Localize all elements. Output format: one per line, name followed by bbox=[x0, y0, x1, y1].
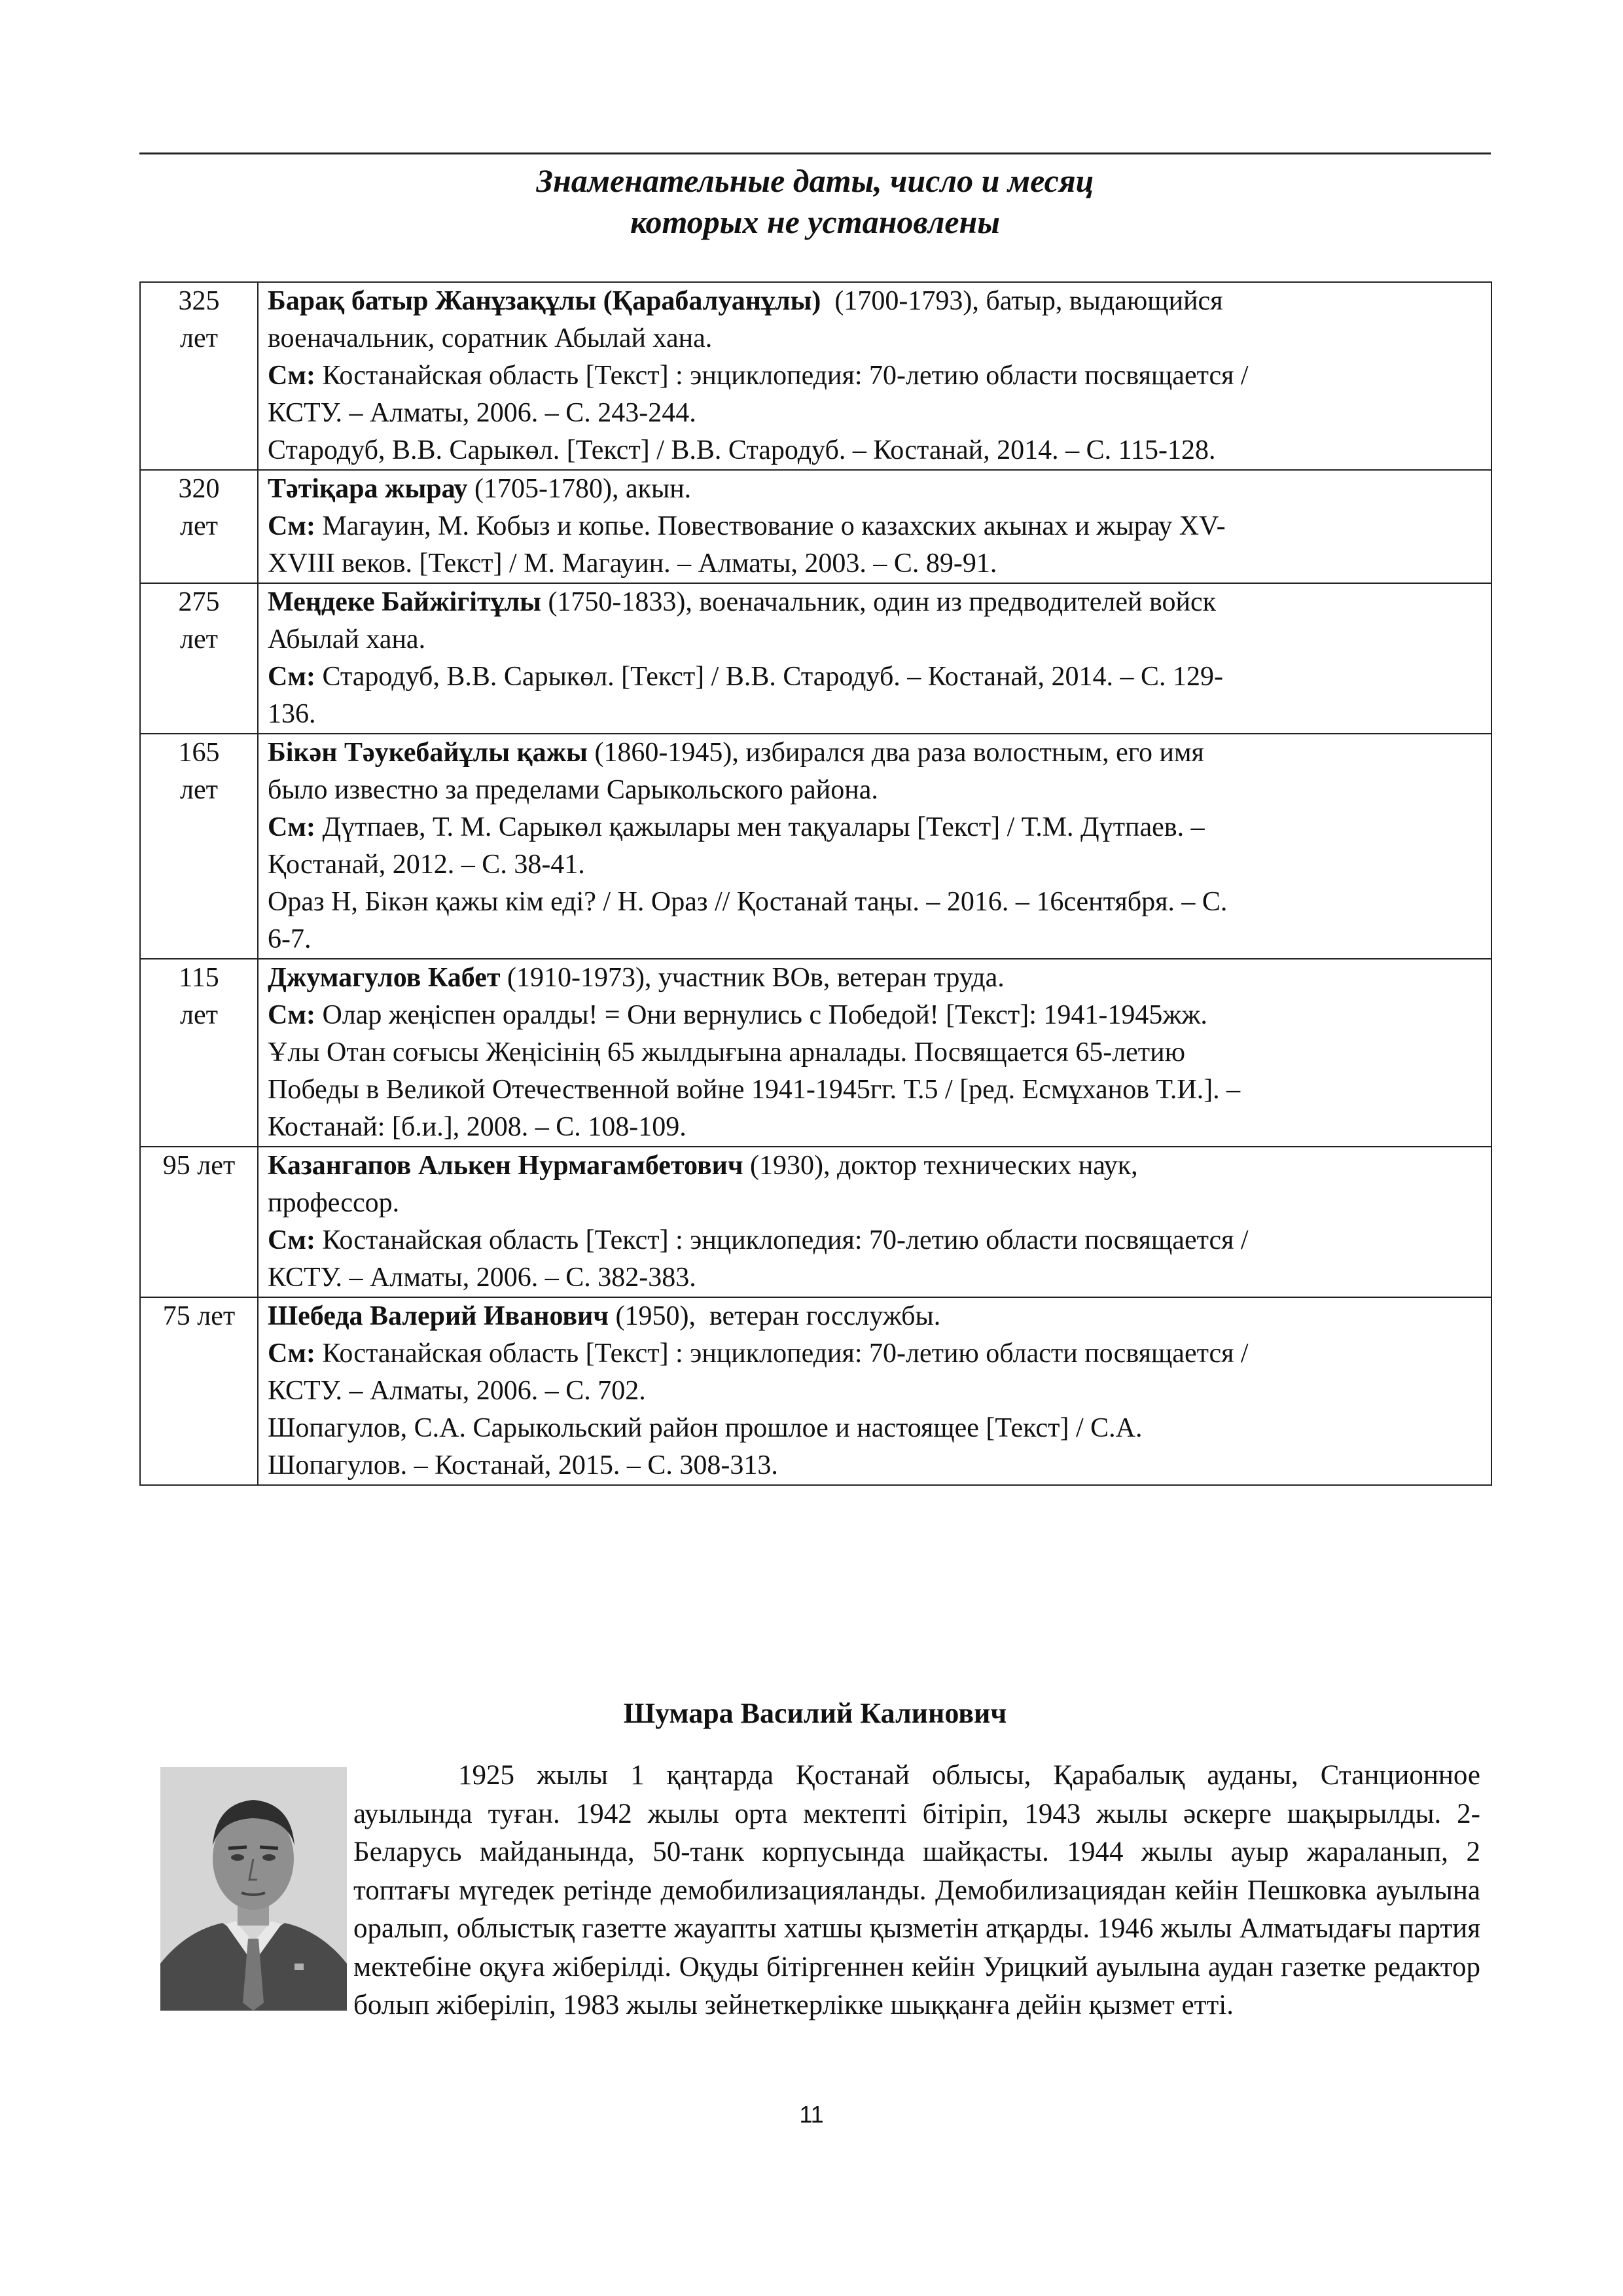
reference-text: 136. bbox=[268, 699, 316, 729]
see-also-label: См: bbox=[268, 1000, 315, 1030]
reference-text: КСТУ. – Алматы, 2006. – С. 382-383. bbox=[268, 1263, 696, 1293]
reference-line bbox=[268, 432, 1482, 469]
title-line-2: которых не установлены bbox=[630, 204, 1000, 240]
reference-line bbox=[268, 320, 1482, 357]
entry-heading-line bbox=[268, 960, 1482, 997]
entry-heading-line bbox=[268, 1298, 1482, 1335]
reference-line bbox=[268, 1447, 1482, 1484]
reference-text: Стародуб, В.В. Сарыкөл. [Текст] / В.В. Стародуб. – Костанай, 2014. – С. 129- bbox=[315, 662, 1224, 692]
anniversary-cell bbox=[140, 734, 258, 959]
reference-text: Костанай: [б.и.], 2008. – С. 108-109. bbox=[268, 1112, 687, 1142]
reference-text: Ұлы Отан соғысы Жеңісінің 65 жылдығына арналады. Посвящается 65-летию bbox=[268, 1037, 1186, 1067]
person-description: (1700-1793), батыр, выдающийся bbox=[821, 286, 1223, 316]
anniversary-cell bbox=[140, 959, 258, 1147]
reference-line bbox=[268, 921, 1482, 958]
entry-cell bbox=[258, 1297, 1491, 1485]
person-name: Казангапов Алькен Нурмагамбетович bbox=[268, 1151, 743, 1181]
see-also-label: См: bbox=[268, 361, 315, 391]
person-name: Шебеда Валерий Иванович bbox=[268, 1301, 609, 1331]
reference-line bbox=[268, 1259, 1482, 1297]
anniversary-years: 75 лет bbox=[162, 1301, 236, 1331]
reference-line bbox=[268, 395, 1482, 432]
see-also-label: См: bbox=[268, 812, 315, 842]
bio-paragraph bbox=[157, 1757, 1480, 2025]
reference-text: XVIII веков. [Текст] / М. Магауин. – Алматы, 2003. – С. 89-91. bbox=[268, 548, 997, 579]
person-description: (1860-1945), избирался два раза волостным, его имя bbox=[587, 738, 1204, 768]
reference-line bbox=[268, 1222, 1482, 1259]
person-name: Меңдеке Байжігітұлы bbox=[268, 587, 541, 617]
entry-heading-line bbox=[268, 584, 1482, 621]
entry-heading-line bbox=[268, 283, 1482, 320]
entry-heading-line bbox=[268, 471, 1482, 508]
reference-text: Победы в Великой Отечественной войне 1941-1945гг. Т.5 / [ред. Есмұханов Т.И.]. – bbox=[268, 1075, 1241, 1105]
table-row bbox=[140, 282, 1491, 470]
reference-text: Магауин, М. Кобыз и копье. Повествование о казахских акынах и жырау XV- bbox=[315, 511, 1226, 541]
reference-text: Костанайская область [Текст] : энциклопедия: 70-летию области посвящается / bbox=[315, 1225, 1249, 1255]
see-also-label: См: bbox=[268, 1338, 315, 1369]
anniversary-years: лет bbox=[180, 511, 218, 541]
person-description: (1910-1973), участник ВОв, ветеран труда. bbox=[500, 963, 1005, 993]
entry-cell bbox=[258, 1147, 1491, 1297]
reference-line bbox=[268, 696, 1482, 733]
reference-line bbox=[268, 1109, 1482, 1146]
table-row bbox=[140, 583, 1491, 734]
reference-text: Шопагулов, С.А. Сарыкольский район прошлое и настоящее [Текст] / С.А. bbox=[268, 1413, 1143, 1443]
person-description: (1930), доктор технических наук, bbox=[743, 1151, 1138, 1181]
anniversary-years: 320 bbox=[178, 474, 220, 504]
reference-line bbox=[268, 508, 1482, 545]
anniversary-cell bbox=[140, 583, 258, 734]
entry-cell bbox=[258, 282, 1491, 470]
reference-line bbox=[268, 884, 1482, 921]
person-name: Тәтіқара жырау bbox=[268, 474, 468, 504]
page-number: 11 bbox=[799, 2101, 824, 2128]
reference-line bbox=[268, 1071, 1482, 1109]
person-description: (1705-1780), акын. bbox=[467, 474, 692, 504]
anniversary-years: 115 bbox=[179, 963, 219, 993]
reference-text: Шопагулов. – Костанай, 2015. – С. 308-313. bbox=[268, 1450, 778, 1480]
reference-line bbox=[268, 357, 1482, 395]
table-row bbox=[140, 734, 1491, 959]
table-row bbox=[140, 470, 1491, 583]
bio-heading: Шумара Василий Калинович bbox=[623, 1697, 1007, 1729]
reference-line bbox=[268, 809, 1482, 846]
anniversary-years: лет bbox=[180, 624, 218, 655]
table-row bbox=[140, 1297, 1491, 1485]
entry-cell bbox=[258, 583, 1491, 734]
anniversary-years: лет bbox=[180, 323, 218, 353]
reference-line bbox=[268, 1335, 1482, 1372]
anniversary-years: лет bbox=[180, 1000, 218, 1030]
reference-text: Костанайская область [Текст] : энциклопедия: 70-летию области посвящается / bbox=[315, 361, 1249, 391]
entry-cell bbox=[258, 734, 1491, 959]
reference-text: Қостанай, 2012. – С. 38-41. bbox=[268, 850, 585, 880]
reference-line bbox=[268, 1410, 1482, 1447]
anniversary-cell bbox=[140, 282, 258, 470]
person-name: Бікән Тәукебайұлы қажы bbox=[268, 738, 588, 768]
anniversary-years: лет bbox=[180, 775, 218, 805]
see-also-label: См: bbox=[268, 511, 315, 541]
reference-text: Ораз Н, Бікән қажы кім еді? / Н. Ораз // Қостанай таңы. – 2016. – 16сентября. – С. bbox=[268, 887, 1228, 917]
reference-text: Олар жеңіспен оралды! = Они вернулись с Победой! [Текст]: 1941-1945жж. bbox=[315, 1000, 1207, 1030]
reference-text: Дүтпаев, Т. М. Сарыкөл қажылары мен тақуалары [Текст] / Т.М. Дүтпаев. – bbox=[315, 812, 1205, 842]
reference-text: КСТУ. – Алматы, 2006. – С. 243-244. bbox=[268, 398, 696, 428]
reference-line bbox=[268, 997, 1482, 1034]
anniversary-cell bbox=[140, 470, 258, 583]
page-title bbox=[139, 160, 1491, 243]
table-row bbox=[140, 1147, 1491, 1297]
reference-line bbox=[268, 1372, 1482, 1410]
reference-text: было известно за пределами Сарыкольского района. bbox=[268, 775, 878, 805]
entry-cell bbox=[258, 470, 1491, 583]
reference-line bbox=[268, 772, 1482, 809]
reference-line bbox=[268, 545, 1482, 583]
person-description: (1750-1833), военачальник, один из предводителей войск bbox=[541, 587, 1217, 617]
entry-cell bbox=[258, 959, 1491, 1147]
header-rule bbox=[139, 152, 1491, 154]
anniversary-cell bbox=[140, 1147, 258, 1297]
reference-line bbox=[268, 621, 1482, 658]
person-name: Барақ батыр Жанұзақұлы (Қарабалуанұлы) bbox=[268, 286, 821, 316]
reference-text: профессор. bbox=[268, 1188, 400, 1218]
anniversary-years: 325 bbox=[178, 286, 220, 316]
entry-heading-line bbox=[268, 1147, 1482, 1185]
entry-heading-line bbox=[268, 734, 1482, 772]
reference-line bbox=[268, 1185, 1482, 1222]
reference-text: военачальник, соратник Абылай хана. bbox=[268, 323, 713, 353]
anniversary-cell bbox=[140, 1297, 258, 1485]
reference-line bbox=[268, 846, 1482, 884]
reference-text: КСТУ. – Алматы, 2006. – С. 702. bbox=[268, 1376, 646, 1406]
anniversary-years: 95 лет bbox=[162, 1151, 236, 1181]
anniversary-years: 165 bbox=[178, 738, 220, 768]
reference-line bbox=[268, 658, 1482, 696]
person-name: Джумагулов Кабет bbox=[268, 963, 501, 993]
see-also-label: См: bbox=[268, 1225, 315, 1255]
table-row bbox=[140, 959, 1491, 1147]
reference-text: Абылай хана. bbox=[268, 624, 426, 655]
anniversaries-table bbox=[139, 281, 1492, 1486]
anniversary-years: 275 bbox=[178, 587, 220, 617]
reference-text: 6-7. bbox=[268, 924, 312, 954]
title-line-1: Знаменательные даты, число и месяц bbox=[536, 162, 1094, 199]
bio-text: 1925 жылы 1 қаңтарда Қостанай облысы, Қарабалық ауданы, Станционное ауылында туған. 1942 жылы орта мектепті бітіріп, 1943 жылы әскерге шақырылды. 2-Беларусь майданында, 50-танк корпусында шайқасты. 1944 жылы ауыр жараланып, 2 топтағы мүгедек ретінде демобилизацияланды. Демобилизациядан кейін Пешковка ауылына оралып, облыстық газетте жауапты хатшы қызметін атқарды. 1946 жылы Алматыдағы партия мектебіне оқуға жіберілді. Оқуды бітіргеннен кейін Урицкий ауылына аудан газетке редактор болып жіберіліп, 1983 жылы зейнеткерлікке шыққанға дейін қызмет етті. bbox=[353, 1760, 1480, 2020]
reference-text: Стародуб, В.В. Сарыкөл. [Текст] / В.В. Стародуб. – Костанай, 2014. – С. 115-128. bbox=[268, 435, 1216, 465]
person-description: (1950), ветеран госслужбы. bbox=[608, 1301, 941, 1331]
reference-line bbox=[268, 1034, 1482, 1071]
see-also-label: См: bbox=[268, 662, 315, 692]
reference-text: Костанайская область [Текст] : энциклопедия: 70-летию области посвящается / bbox=[315, 1338, 1249, 1369]
